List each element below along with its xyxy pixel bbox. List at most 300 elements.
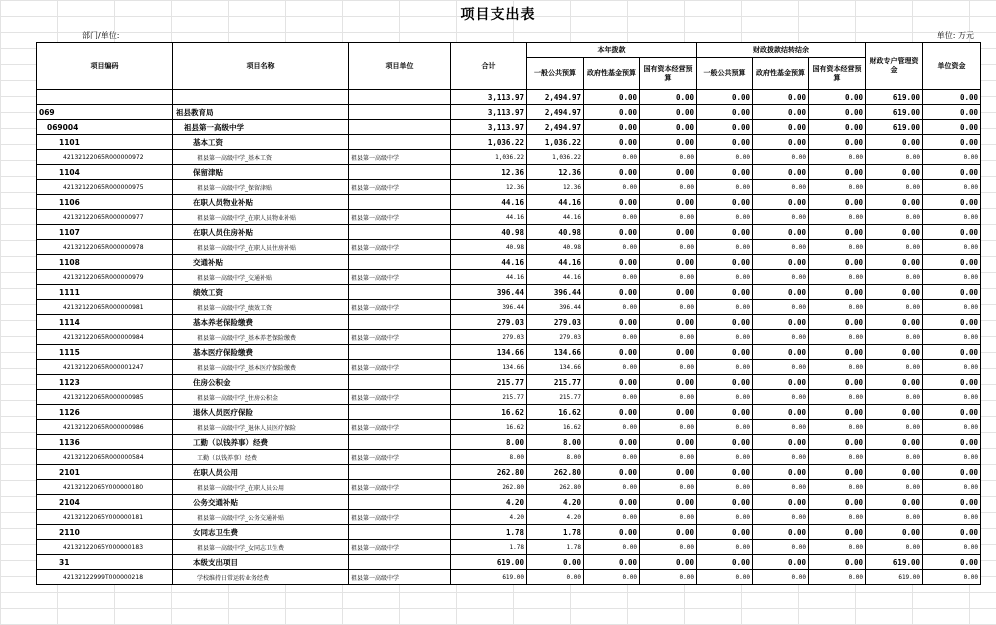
cell-current-state-capital[interactable]: 0.00 [640, 285, 697, 300]
cell-code[interactable]: 1106 [37, 195, 173, 210]
cell-code[interactable]: 42132122065R000000986 [37, 420, 173, 435]
cell-unit-fund[interactable]: 0.00 [923, 300, 981, 315]
cell-carry-general[interactable]: 0.00 [697, 105, 753, 120]
cell-carry-general[interactable]: 0.00 [697, 495, 753, 510]
cell-unit-fund[interactable]: 0.00 [923, 540, 981, 555]
cell-total[interactable]: 4.20 [451, 510, 527, 525]
cell-current-general[interactable]: 40.98 [527, 240, 584, 255]
cell-unit-fund[interactable]: 0.00 [923, 285, 981, 300]
cell-carry-state-capital[interactable]: 0.00 [809, 240, 866, 255]
cell-current-gov-fund[interactable]: 0.00 [584, 570, 640, 585]
cell-carry-gov-fund[interactable]: 0.00 [753, 135, 809, 150]
cell-special-fund[interactable]: 0.00 [866, 210, 923, 225]
cell-current-state-capital[interactable]: 0.00 [640, 315, 697, 330]
cell-total[interactable]: 3,113.97 [451, 90, 527, 105]
cell-carry-state-capital[interactable]: 0.00 [809, 270, 866, 285]
cell-special-fund[interactable]: 0.00 [866, 525, 923, 540]
cell-carry-general[interactable]: 0.00 [697, 315, 753, 330]
cell-carry-state-capital[interactable]: 0.00 [809, 525, 866, 540]
cell-current-gov-fund[interactable]: 0.00 [584, 375, 640, 390]
cell-unit-fund[interactable]: 0.00 [923, 240, 981, 255]
cell-current-general[interactable]: 44.16 [527, 270, 584, 285]
cell-carry-gov-fund[interactable]: 0.00 [753, 525, 809, 540]
cell-carry-state-capital[interactable]: 0.00 [809, 255, 866, 270]
cell-special-fund[interactable]: 0.00 [866, 495, 923, 510]
cell-code[interactable]: 2101 [37, 465, 173, 480]
cell-special-fund[interactable]: 0.00 [866, 390, 923, 405]
cell-special-fund[interactable]: 0.00 [866, 180, 923, 195]
cell-current-gov-fund[interactable]: 0.00 [584, 195, 640, 210]
cell-current-state-capital[interactable]: 0.00 [640, 540, 697, 555]
cell-name[interactable]: 住房公积金 [173, 375, 349, 390]
cell-carry-state-capital[interactable]: 0.00 [809, 165, 866, 180]
cell-code[interactable]: 42132122065R000000979 [37, 270, 173, 285]
cell-special-fund[interactable]: 0.00 [866, 270, 923, 285]
cell-total[interactable]: 396.44 [451, 300, 527, 315]
cell-current-state-capital[interactable]: 0.00 [640, 240, 697, 255]
cell-current-general[interactable]: 262.80 [527, 465, 584, 480]
cell-carry-general[interactable]: 0.00 [697, 570, 753, 585]
cell-current-general[interactable]: 4.20 [527, 495, 584, 510]
cell-carry-general[interactable]: 0.00 [697, 525, 753, 540]
cell-name[interactable]: 绩效工资 [173, 285, 349, 300]
cell-carry-gov-fund[interactable]: 0.00 [753, 225, 809, 240]
cell-total[interactable]: 3,113.97 [451, 120, 527, 135]
cell-current-general[interactable]: 16.62 [527, 405, 584, 420]
cell-special-fund[interactable]: 0.00 [866, 165, 923, 180]
cell-code[interactable]: 42132122999T000000218 [37, 570, 173, 585]
cell-carry-gov-fund[interactable]: 0.00 [753, 90, 809, 105]
cell-carry-state-capital[interactable]: 0.00 [809, 120, 866, 135]
cell-carry-state-capital[interactable]: 0.00 [809, 540, 866, 555]
cell-current-general[interactable]: 2,494.97 [527, 105, 584, 120]
cell-special-fund[interactable]: 619.00 [866, 105, 923, 120]
cell-carry-gov-fund[interactable]: 0.00 [753, 540, 809, 555]
cell-name[interactable]: 学校维持日常运转业务经费 [173, 570, 349, 585]
cell-current-gov-fund[interactable]: 0.00 [584, 255, 640, 270]
cell-current-general[interactable]: 16.62 [527, 420, 584, 435]
cell-carry-state-capital[interactable]: 0.00 [809, 480, 866, 495]
cell-current-gov-fund[interactable]: 0.00 [584, 465, 640, 480]
cell-unit-fund[interactable]: 0.00 [923, 180, 981, 195]
cell-current-state-capital[interactable]: 0.00 [640, 495, 697, 510]
cell-carry-general[interactable]: 0.00 [697, 375, 753, 390]
cell-special-fund[interactable]: 0.00 [866, 240, 923, 255]
cell-name[interactable]: 祖县第一高级中学_在职人员物业补贴 [173, 210, 349, 225]
cell-current-gov-fund[interactable]: 0.00 [584, 210, 640, 225]
cell-current-state-capital[interactable]: 0.00 [640, 525, 697, 540]
cell-current-gov-fund[interactable]: 0.00 [584, 135, 640, 150]
cell-unit[interactable] [349, 105, 451, 120]
cell-current-general[interactable]: 44.16 [527, 210, 584, 225]
cell-carry-gov-fund[interactable]: 0.00 [753, 360, 809, 375]
cell-carry-gov-fund[interactable]: 0.00 [753, 255, 809, 270]
cell-current-gov-fund[interactable]: 0.00 [584, 270, 640, 285]
cell-unit[interactable]: 祖县第一高级中学 [349, 390, 451, 405]
cell-carry-general[interactable]: 0.00 [697, 195, 753, 210]
cell-name[interactable]: 交通补贴 [173, 255, 349, 270]
cell-current-gov-fund[interactable]: 0.00 [584, 165, 640, 180]
cell-code[interactable]: 1111 [37, 285, 173, 300]
cell-current-gov-fund[interactable]: 0.00 [584, 105, 640, 120]
cell-special-fund[interactable]: 0.00 [866, 405, 923, 420]
cell-current-state-capital[interactable]: 0.00 [640, 375, 697, 390]
cell-special-fund[interactable]: 0.00 [866, 420, 923, 435]
cell-unit[interactable]: 祖县第一高级中学 [349, 360, 451, 375]
cell-current-gov-fund[interactable]: 0.00 [584, 150, 640, 165]
cell-unit-fund[interactable]: 0.00 [923, 90, 981, 105]
cell-name[interactable]: 祖县第一高级中学_退休人员医疗保险 [173, 420, 349, 435]
cell-current-gov-fund[interactable]: 0.00 [584, 330, 640, 345]
cell-current-general[interactable]: 44.16 [527, 255, 584, 270]
cell-code[interactable]: 42132122065R000000972 [37, 150, 173, 165]
cell-unit-fund[interactable]: 0.00 [923, 405, 981, 420]
cell-code[interactable]: 42132122065R000000984 [37, 330, 173, 345]
cell-carry-general[interactable]: 0.00 [697, 135, 753, 150]
cell-carry-state-capital[interactable]: 0.00 [809, 315, 866, 330]
cell-current-gov-fund[interactable]: 0.00 [584, 225, 640, 240]
cell-code[interactable]: 1101 [37, 135, 173, 150]
cell-unit[interactable]: 祖县第一高级中学 [349, 150, 451, 165]
cell-carry-gov-fund[interactable]: 0.00 [753, 465, 809, 480]
cell-special-fund[interactable]: 0.00 [866, 330, 923, 345]
cell-current-general[interactable]: 1.78 [527, 540, 584, 555]
cell-current-state-capital[interactable]: 0.00 [640, 270, 697, 285]
cell-unit-fund[interactable]: 0.00 [923, 480, 981, 495]
cell-carry-state-capital[interactable]: 0.00 [809, 135, 866, 150]
cell-total[interactable]: 262.80 [451, 480, 527, 495]
cell-total[interactable]: 279.03 [451, 315, 527, 330]
cell-current-gov-fund[interactable]: 0.00 [584, 540, 640, 555]
cell-name[interactable]: 祖县第一高级中学_基本工资 [173, 150, 349, 165]
cell-carry-state-capital[interactable]: 0.00 [809, 195, 866, 210]
cell-total[interactable]: 262.80 [451, 465, 527, 480]
cell-current-general[interactable]: 215.77 [527, 390, 584, 405]
cell-unit-fund[interactable]: 0.00 [923, 315, 981, 330]
cell-total[interactable]: 8.00 [451, 435, 527, 450]
cell-unit[interactable]: 祖县第一高级中学 [349, 300, 451, 315]
cell-carry-gov-fund[interactable]: 0.00 [753, 180, 809, 195]
cell-current-general[interactable]: 2,494.97 [527, 120, 584, 135]
cell-special-fund[interactable]: 0.00 [866, 300, 923, 315]
cell-unit-fund[interactable]: 0.00 [923, 105, 981, 120]
cell-name[interactable]: 祖县第一高级中学_保留津贴 [173, 180, 349, 195]
cell-current-state-capital[interactable]: 0.00 [640, 255, 697, 270]
cell-name[interactable]: 基本养老保险缴费 [173, 315, 349, 330]
cell-carry-state-capital[interactable]: 0.00 [809, 450, 866, 465]
cell-total[interactable]: 44.16 [451, 195, 527, 210]
cell-carry-general[interactable]: 0.00 [697, 360, 753, 375]
cell-special-fund[interactable]: 0.00 [866, 150, 923, 165]
cell-unit[interactable]: 祖县第一高级中学 [349, 510, 451, 525]
cell-carry-gov-fund[interactable]: 0.00 [753, 450, 809, 465]
cell-current-gov-fund[interactable]: 0.00 [584, 360, 640, 375]
cell-carry-gov-fund[interactable]: 0.00 [753, 375, 809, 390]
cell-unit[interactable] [349, 555, 451, 570]
cell-current-state-capital[interactable]: 0.00 [640, 90, 697, 105]
cell-total[interactable]: 134.66 [451, 345, 527, 360]
cell-current-gov-fund[interactable]: 0.00 [584, 480, 640, 495]
cell-carry-state-capital[interactable]: 0.00 [809, 360, 866, 375]
cell-current-gov-fund[interactable]: 0.00 [584, 90, 640, 105]
cell-unit-fund[interactable]: 0.00 [923, 120, 981, 135]
cell-carry-state-capital[interactable]: 0.00 [809, 465, 866, 480]
cell-carry-gov-fund[interactable]: 0.00 [753, 420, 809, 435]
cell-unit[interactable]: 祖县第一高级中学 [349, 450, 451, 465]
cell-current-gov-fund[interactable]: 0.00 [584, 240, 640, 255]
cell-code[interactable]: 2104 [37, 495, 173, 510]
cell-unit[interactable] [349, 135, 451, 150]
cell-current-state-capital[interactable]: 0.00 [640, 450, 697, 465]
cell-code[interactable]: 42132122065Y000000183 [37, 540, 173, 555]
cell-special-fund[interactable]: 619.00 [866, 570, 923, 585]
cell-current-state-capital[interactable]: 0.00 [640, 210, 697, 225]
cell-code[interactable]: 42132122065R000000978 [37, 240, 173, 255]
cell-special-fund[interactable]: 0.00 [866, 255, 923, 270]
cell-unit[interactable] [349, 165, 451, 180]
cell-total[interactable]: 396.44 [451, 285, 527, 300]
cell-name[interactable]: 祖县第一高级中学_在职人员住房补贴 [173, 240, 349, 255]
cell-carry-state-capital[interactable]: 0.00 [809, 405, 866, 420]
cell-code[interactable]: 31 [37, 555, 173, 570]
cell-unit-fund[interactable]: 0.00 [923, 465, 981, 480]
cell-total[interactable]: 215.77 [451, 375, 527, 390]
cell-current-gov-fund[interactable]: 0.00 [584, 120, 640, 135]
cell-total[interactable]: 619.00 [451, 555, 527, 570]
cell-current-general[interactable]: 40.98 [527, 225, 584, 240]
cell-current-state-capital[interactable]: 0.00 [640, 225, 697, 240]
cell-name[interactable]: 基本医疗保险缴费 [173, 345, 349, 360]
cell-unit-fund[interactable]: 0.00 [923, 195, 981, 210]
cell-unit-fund[interactable]: 0.00 [923, 165, 981, 180]
cell-carry-general[interactable]: 0.00 [697, 120, 753, 135]
cell-current-general[interactable]: 12.36 [527, 165, 584, 180]
cell-code[interactable]: 42132122065R000000981 [37, 300, 173, 315]
cell-code[interactable]: 1136 [37, 435, 173, 450]
cell-carry-state-capital[interactable]: 0.00 [809, 150, 866, 165]
cell-unit[interactable] [349, 525, 451, 540]
cell-carry-gov-fund[interactable]: 0.00 [753, 330, 809, 345]
cell-code[interactable]: 42132122065R000000985 [37, 390, 173, 405]
cell-carry-general[interactable]: 0.00 [697, 150, 753, 165]
cell-current-state-capital[interactable]: 0.00 [640, 390, 697, 405]
cell-current-general[interactable]: 2,494.97 [527, 90, 584, 105]
cell-special-fund[interactable]: 0.00 [866, 225, 923, 240]
cell-carry-general[interactable]: 0.00 [697, 300, 753, 315]
cell-current-state-capital[interactable]: 0.00 [640, 570, 697, 585]
cell-unit[interactable] [349, 195, 451, 210]
cell-special-fund[interactable]: 0.00 [866, 540, 923, 555]
cell-carry-gov-fund[interactable]: 0.00 [753, 195, 809, 210]
cell-unit-fund[interactable]: 0.00 [923, 360, 981, 375]
cell-name[interactable]: 保留津贴 [173, 165, 349, 180]
cell-total[interactable]: 3,113.97 [451, 105, 527, 120]
cell-carry-state-capital[interactable]: 0.00 [809, 300, 866, 315]
cell-total[interactable]: 44.16 [451, 210, 527, 225]
cell-total[interactable]: 619.00 [451, 570, 527, 585]
cell-unit-fund[interactable]: 0.00 [923, 390, 981, 405]
cell-carry-state-capital[interactable]: 0.00 [809, 90, 866, 105]
cell-carry-state-capital[interactable]: 0.00 [809, 105, 866, 120]
cell-code[interactable]: 2110 [37, 525, 173, 540]
cell-current-general[interactable]: 12.36 [527, 180, 584, 195]
cell-current-general[interactable]: 1,036.22 [527, 150, 584, 165]
cell-current-general[interactable]: 8.00 [527, 435, 584, 450]
cell-special-fund[interactable]: 0.00 [866, 195, 923, 210]
cell-total[interactable]: 1,036.22 [451, 150, 527, 165]
cell-unit[interactable] [349, 375, 451, 390]
cell-unit[interactable]: 祖县第一高级中学 [349, 240, 451, 255]
cell-current-gov-fund[interactable]: 0.00 [584, 315, 640, 330]
cell-unit-fund[interactable]: 0.00 [923, 150, 981, 165]
cell-carry-state-capital[interactable]: 0.00 [809, 555, 866, 570]
cell-code[interactable]: 1115 [37, 345, 173, 360]
cell-unit-fund[interactable]: 0.00 [923, 135, 981, 150]
cell-current-general[interactable]: 134.66 [527, 345, 584, 360]
cell-unit[interactable]: 祖县第一高级中学 [349, 540, 451, 555]
cell-current-state-capital[interactable]: 0.00 [640, 195, 697, 210]
cell-carry-general[interactable]: 0.00 [697, 345, 753, 360]
cell-unit-fund[interactable]: 0.00 [923, 375, 981, 390]
cell-unit-fund[interactable]: 0.00 [923, 525, 981, 540]
cell-unit[interactable] [349, 465, 451, 480]
cell-carry-general[interactable]: 0.00 [697, 270, 753, 285]
cell-carry-general[interactable]: 0.00 [697, 480, 753, 495]
cell-current-state-capital[interactable]: 0.00 [640, 480, 697, 495]
cell-code[interactable]: 1114 [37, 315, 173, 330]
cell-carry-general[interactable]: 0.00 [697, 180, 753, 195]
cell-current-general[interactable]: 134.66 [527, 360, 584, 375]
cell-unit-fund[interactable]: 0.00 [923, 510, 981, 525]
cell-carry-gov-fund[interactable]: 0.00 [753, 240, 809, 255]
cell-unit-fund[interactable]: 0.00 [923, 210, 981, 225]
cell-special-fund[interactable]: 0.00 [866, 480, 923, 495]
cell-name[interactable]: 基本工资 [173, 135, 349, 150]
cell-special-fund[interactable]: 0.00 [866, 465, 923, 480]
cell-code[interactable]: 42132122065R000000975 [37, 180, 173, 195]
cell-unit[interactable] [349, 435, 451, 450]
cell-name[interactable]: 本级支出项目 [173, 555, 349, 570]
cell-total[interactable]: 1.78 [451, 540, 527, 555]
cell-carry-state-capital[interactable]: 0.00 [809, 210, 866, 225]
cell-carry-gov-fund[interactable]: 0.00 [753, 105, 809, 120]
cell-carry-gov-fund[interactable]: 0.00 [753, 390, 809, 405]
cell-carry-general[interactable]: 0.00 [697, 225, 753, 240]
cell-current-general[interactable]: 279.03 [527, 315, 584, 330]
cell-current-gov-fund[interactable]: 0.00 [584, 390, 640, 405]
cell-current-gov-fund[interactable]: 0.00 [584, 495, 640, 510]
cell-carry-gov-fund[interactable]: 0.00 [753, 120, 809, 135]
cell-name[interactable]: 祖县第一高级中学 [173, 120, 349, 135]
cell-unit[interactable]: 祖县第一高级中学 [349, 180, 451, 195]
cell-current-general[interactable]: 279.03 [527, 330, 584, 345]
cell-code[interactable]: 1126 [37, 405, 173, 420]
cell-current-gov-fund[interactable]: 0.00 [584, 435, 640, 450]
cell-current-state-capital[interactable]: 0.00 [640, 120, 697, 135]
cell-code[interactable]: 069 [37, 105, 173, 120]
cell-current-general[interactable]: 0.00 [527, 555, 584, 570]
cell-current-general[interactable]: 262.80 [527, 480, 584, 495]
cell-name[interactable]: 祖县第一高级中学_女同志卫生费 [173, 540, 349, 555]
cell-current-gov-fund[interactable]: 0.00 [584, 345, 640, 360]
cell-current-general[interactable]: 396.44 [527, 285, 584, 300]
cell-carry-gov-fund[interactable]: 0.00 [753, 300, 809, 315]
cell-name[interactable]: 退休人员医疗保险 [173, 405, 349, 420]
cell-unit[interactable]: 祖县第一高级中学 [349, 480, 451, 495]
cell-code[interactable]: 1107 [37, 225, 173, 240]
cell-carry-state-capital[interactable]: 0.00 [809, 225, 866, 240]
cell-current-state-capital[interactable]: 0.00 [640, 405, 697, 420]
cell-total[interactable]: 134.66 [451, 360, 527, 375]
cell-carry-general[interactable]: 0.00 [697, 405, 753, 420]
cell-special-fund[interactable]: 619.00 [866, 120, 923, 135]
cell-carry-general[interactable]: 0.00 [697, 165, 753, 180]
cell-carry-state-capital[interactable]: 0.00 [809, 435, 866, 450]
cell-current-general[interactable]: 8.00 [527, 450, 584, 465]
cell-unit[interactable] [349, 120, 451, 135]
cell-code[interactable]: 069004 [37, 120, 173, 135]
cell-carry-state-capital[interactable]: 0.00 [809, 390, 866, 405]
cell-current-state-capital[interactable]: 0.00 [640, 135, 697, 150]
cell-unit-fund[interactable]: 0.00 [923, 495, 981, 510]
cell-carry-state-capital[interactable]: 0.00 [809, 510, 866, 525]
cell-unit-fund[interactable]: 0.00 [923, 270, 981, 285]
cell-total[interactable]: 44.16 [451, 270, 527, 285]
cell-unit[interactable]: 祖县第一高级中学 [349, 210, 451, 225]
cell-name[interactable]: 工勤（以钱养事）经费 [173, 450, 349, 465]
cell-current-state-capital[interactable]: 0.00 [640, 435, 697, 450]
cell-current-state-capital[interactable]: 0.00 [640, 465, 697, 480]
cell-special-fund[interactable]: 0.00 [866, 285, 923, 300]
cell-current-state-capital[interactable]: 0.00 [640, 555, 697, 570]
cell-unit-fund[interactable]: 0.00 [923, 330, 981, 345]
cell-name[interactable]: 公务交通补贴 [173, 495, 349, 510]
cell-unit-fund[interactable]: 0.00 [923, 555, 981, 570]
cell-name[interactable]: 祖县第一高级中学_公务交通补贴 [173, 510, 349, 525]
cell-code[interactable]: 42132122065Y000000180 [37, 480, 173, 495]
cell-carry-gov-fund[interactable]: 0.00 [753, 315, 809, 330]
cell-carry-general[interactable]: 0.00 [697, 555, 753, 570]
cell-special-fund[interactable]: 0.00 [866, 360, 923, 375]
cell-current-general[interactable]: 1,036.22 [527, 135, 584, 150]
cell-unit-fund[interactable]: 0.00 [923, 345, 981, 360]
cell-carry-general[interactable]: 0.00 [697, 240, 753, 255]
cell-special-fund[interactable]: 0.00 [866, 450, 923, 465]
cell-code[interactable]: 1123 [37, 375, 173, 390]
cell-name[interactable]: 祖县第一高级中学_住房公积金 [173, 390, 349, 405]
cell-current-state-capital[interactable]: 0.00 [640, 150, 697, 165]
cell-special-fund[interactable]: 619.00 [866, 555, 923, 570]
cell-unit[interactable] [349, 225, 451, 240]
cell-current-state-capital[interactable]: 0.00 [640, 180, 697, 195]
cell-carry-general[interactable]: 0.00 [697, 255, 753, 270]
cell-name[interactable]: 工勤（以钱养事）经费 [173, 435, 349, 450]
cell-total[interactable]: 215.77 [451, 390, 527, 405]
cell-name[interactable]: 祖县第一高级中学_交通补贴 [173, 270, 349, 285]
cell-total[interactable]: 40.98 [451, 225, 527, 240]
cell-carry-state-capital[interactable]: 0.00 [809, 330, 866, 345]
cell-name[interactable]: 在职人员公用 [173, 465, 349, 480]
cell-carry-gov-fund[interactable]: 0.00 [753, 405, 809, 420]
cell-carry-general[interactable]: 0.00 [697, 450, 753, 465]
cell-current-general[interactable]: 0.00 [527, 570, 584, 585]
cell-special-fund[interactable]: 0.00 [866, 435, 923, 450]
cell-code[interactable]: 1104 [37, 165, 173, 180]
cell-total[interactable]: 1.78 [451, 525, 527, 540]
cell-carry-gov-fund[interactable]: 0.00 [753, 435, 809, 450]
cell-special-fund[interactable]: 0.00 [866, 510, 923, 525]
cell-current-state-capital[interactable]: 0.00 [640, 345, 697, 360]
